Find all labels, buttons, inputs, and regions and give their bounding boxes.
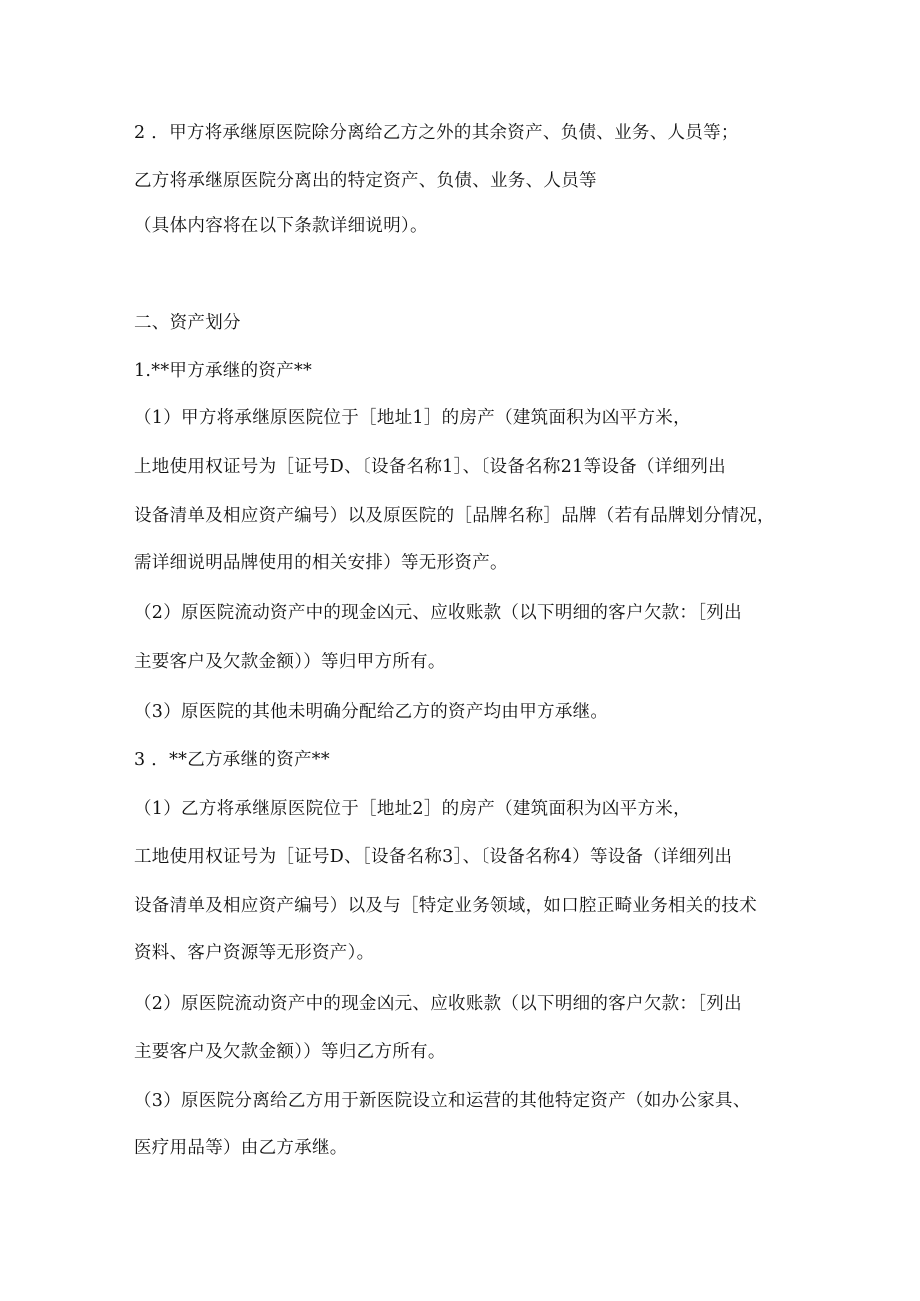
text-line: （具体内容将在以下条款详细说明）。 <box>134 216 428 236</box>
text-line: 乙方将承继原医院分离出的特定资产、负债、业务、人员等 <box>134 171 597 191</box>
text-line: （3）原医院的其他未明确分配给乙方的资产均由甲方承继。 <box>134 702 609 722</box>
text-line: （3）原医院分离给乙方用于新医院设立和运营的其他特定资产（如办公家具、 <box>134 1091 751 1111</box>
section-heading: 二、资产划分 <box>134 313 241 333</box>
text-line: （1）甲方将承继原医院位于［地址1］的房产（建筑面积为凶平方米， <box>134 408 691 428</box>
text-line: 上地使用权证号为［证号D、〔设备名称1］、〔设备名称21等设备（详细列出 <box>134 457 726 477</box>
text-line: 2 ．甲方将承继原医院除分离给乙方之外的其余资产、负债、业务、人员等； <box>134 123 739 143</box>
text-line: 资料、客户资源等无形资产）。 <box>134 943 375 963</box>
text-line: 医疗用品等）由乙方承继。 <box>134 1138 348 1158</box>
text-line: 主要客户及欠款金额））等归甲方所有。 <box>134 652 446 672</box>
text-line: 主要客户及欠款金额））等归乙方所有。 <box>134 1042 446 1062</box>
text-line: 设备清单及相应资产编号）以及原医院的［品牌名称］品牌（若有品牌划分情况， <box>134 506 775 526</box>
subsection-heading: 1.**甲方承继的资产** <box>134 361 313 381</box>
subsection-heading: 3 ．**乙方承继的资产** <box>134 750 330 770</box>
text-line: 设备清单及相应资产编号）以及与［特定业务领域，如口腔正畸业务相关的技术 <box>134 896 757 916</box>
text-line: （2）原医院流动资产中的现金凶元、应收账款（以下明细的客户欠款：［列出 <box>134 994 742 1014</box>
text-line: （1）乙方将承继原医院位于［地址2］的房产（建筑面积为凶平方米， <box>134 799 691 819</box>
text-line: （2）原医院流动资产中的现金凶元、应收账款（以下明细的客户欠款：［列出 <box>134 603 742 623</box>
text-line: 需详细说明品牌使用的相关安排）等无形资产。 <box>134 553 508 573</box>
text-line: 工地使用权证号为［证号D、［设备名称3］、〔设备名称4）等设备（详细列出 <box>134 847 733 867</box>
